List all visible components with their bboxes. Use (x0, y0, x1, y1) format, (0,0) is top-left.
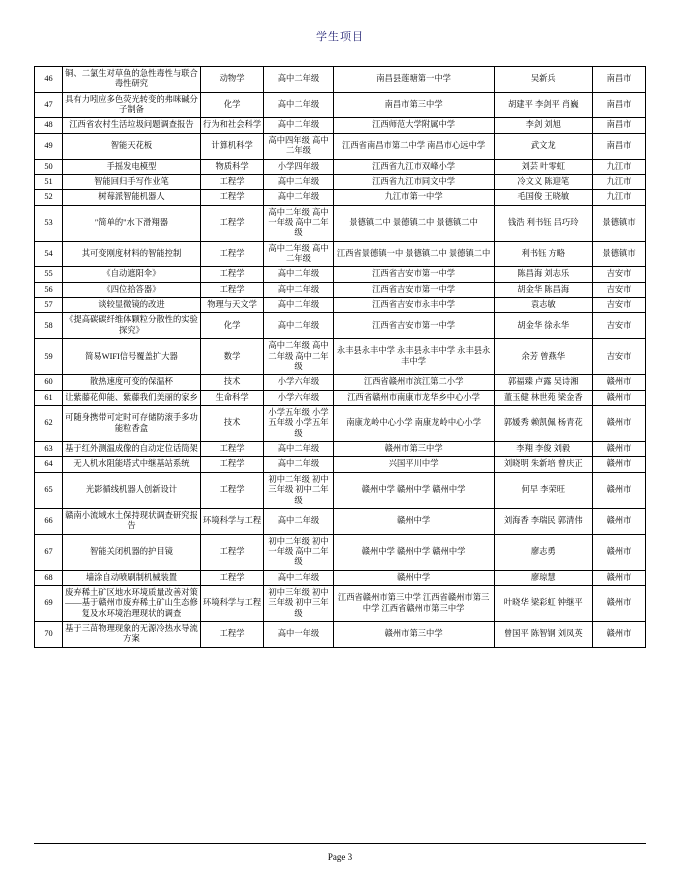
cell-number: 65 (35, 472, 63, 508)
cell-project-title: 赣南小流域水土保持现状调查研究报告 (63, 508, 201, 534)
cell-city: 景德镇市 (593, 205, 646, 241)
page-footer: Page 3 (327, 852, 353, 862)
cell-project-title: 智能关闭机器的护目镜 (63, 534, 201, 570)
cell-author: 李翔 李俊 刘毅 (494, 442, 593, 457)
table-row (35, 205, 646, 241)
cell-grade: 高中二年级 高中一年级 高中二年级 (264, 205, 334, 241)
cell-grade: 高中二年级 (264, 118, 334, 133)
table-row (35, 570, 646, 585)
cell-number: 50 (35, 159, 63, 174)
cell-city: 赣州市 (593, 405, 646, 441)
cell-project-title: 其可变刚度材料的智能控制 (63, 241, 201, 267)
cell-number: 59 (35, 339, 63, 375)
cell-grade: 小学四年级 (264, 159, 334, 174)
table-row (35, 174, 646, 189)
cell-number: 61 (35, 390, 63, 405)
cell-author: 何早 李荣旺 (494, 472, 593, 508)
cell-subject: 工程学 (200, 205, 263, 241)
cell-author: 刘芸 叶零虹 (494, 159, 593, 174)
cell-grade: 高中二年级 高中二年级 (264, 241, 334, 267)
cell-school: 赣州中学 赣州中学 赣州中学 (333, 534, 494, 570)
table-row (35, 267, 646, 282)
cell-number: 48 (35, 118, 63, 133)
table-row (35, 241, 646, 267)
table-row (35, 67, 646, 93)
cell-subject: 工程学 (200, 267, 263, 282)
cell-subject: 工程学 (200, 174, 263, 189)
cell-author: 吴新兵 (494, 67, 593, 93)
cell-city: 赣州市 (593, 534, 646, 570)
cell-city: 九江市 (593, 159, 646, 174)
cell-subject: 生命科学 (200, 390, 263, 405)
cell-number: 55 (35, 267, 63, 282)
page-title: 学生项目 (316, 31, 364, 43)
cell-grade: 高中二年级 (264, 267, 334, 282)
cell-grade: 高中二年级 (264, 190, 334, 205)
cell-number: 53 (35, 205, 63, 241)
cell-number: 60 (35, 375, 63, 390)
cell-city: 南昌市 (593, 118, 646, 133)
cell-project-title: 基于红外测温成像的自动定位话筒架 (63, 442, 201, 457)
footer-divider (34, 843, 646, 844)
cell-project-title: 无人机水阻能塔式中继基站系统 (63, 457, 201, 472)
cell-school: 南昌市第三中学 (333, 92, 494, 118)
cell-author: 董玉健 林世苑 梁金香 (494, 390, 593, 405)
cell-city: 赣州市 (593, 508, 646, 534)
table-row (35, 508, 646, 534)
cell-project-title: 树莓派智能机器人 (63, 190, 201, 205)
cell-author: 钱浩 利书钰 吕巧玲 (494, 205, 593, 241)
cell-grade: 高中二年级 (264, 508, 334, 534)
cell-author: 刘海香 李瑞民 郭清伟 (494, 508, 593, 534)
cell-number: 67 (35, 534, 63, 570)
cell-subject: 工程学 (200, 472, 263, 508)
cell-number: 56 (35, 282, 63, 297)
cell-city: 赣州市 (593, 570, 646, 585)
cell-grade: 高中二年级 (264, 570, 334, 585)
cell-city: 赣州市 (593, 375, 646, 390)
cell-project-title: 可随身携带可定时可存储防滚手多功能粒香盒 (63, 405, 201, 441)
cell-project-title: 光影循线机器人创新设计 (63, 472, 201, 508)
cell-project-title: 《自动遮阳伞》 (63, 267, 201, 282)
projects-table (34, 66, 646, 648)
table-row (35, 339, 646, 375)
cell-school: 赣州中学 (333, 508, 494, 534)
cell-subject: 物理与天文学 (200, 298, 263, 313)
cell-school: 江西师范大学附属中学 (333, 118, 494, 133)
cell-subject: 工程学 (200, 190, 263, 205)
cell-city: 南昌市 (593, 92, 646, 118)
cell-subject: 技术 (200, 405, 263, 441)
cell-subject: 计算机科学 (200, 133, 263, 159)
cell-author: 李剑 刘旭 (494, 118, 593, 133)
cell-grade: 初中三年级 初中三年级 初中三年级 (264, 586, 334, 622)
cell-grade: 高中二年级 (264, 298, 334, 313)
cell-city: 吉安市 (593, 298, 646, 313)
cell-school: 江西省九江市同文中学 (333, 174, 494, 189)
cell-author: 胡金华 徐永华 (494, 313, 593, 339)
cell-school: 南康龙岭中心小学 南康龙岭中心小学 (333, 405, 494, 441)
table-row (35, 159, 646, 174)
cell-project-title: 谈较显微镜的改进 (63, 298, 201, 313)
cell-number: 68 (35, 570, 63, 585)
cell-school: 九江市第一中学 (333, 190, 494, 205)
cell-subject: 化学 (200, 92, 263, 118)
cell-author: 叶晓华 梁彩虹 钟继平 (494, 586, 593, 622)
cell-subject: 技术 (200, 375, 263, 390)
cell-number: 47 (35, 92, 63, 118)
cell-school: 南昌县莲塘第一中学 (333, 67, 494, 93)
cell-subject: 数学 (200, 339, 263, 375)
table-row (35, 190, 646, 205)
cell-author: 冷文义 陈迎笔 (494, 174, 593, 189)
cell-project-title: 江西省农村生活垃圾问题调查报告 (63, 118, 201, 133)
cell-project-title: 简易WIFI信号覆盖扩大器 (63, 339, 201, 375)
cell-number: 52 (35, 190, 63, 205)
cell-school: 江西省吉安市第一中学 (333, 267, 494, 282)
cell-city: 吉安市 (593, 339, 646, 375)
cell-author: 胡金华 陈昌海 (494, 282, 593, 297)
cell-project-title: 具有力吲应多色荧光转变的弗咪碱分子制备 (63, 92, 201, 118)
cell-grade: 小学六年级 (264, 390, 334, 405)
cell-subject: 工程学 (200, 282, 263, 297)
cell-school: 赣州中学 赣州中学 赣州中学 (333, 472, 494, 508)
table-row (35, 133, 646, 159)
cell-number: 49 (35, 133, 63, 159)
cell-project-title: 废弃稀土矿区地水环境质量改善对策——基于赣州市废弃稀土矿山生态修复及水环境治理现状的调查 (63, 586, 201, 622)
cell-subject: 环境科学与工程 (200, 508, 263, 534)
cell-school: 江西省赣州市南康市龙华乡中心小学 (333, 390, 494, 405)
cell-author: 袁志敏 (494, 298, 593, 313)
cell-city: 九江市 (593, 190, 646, 205)
cell-author: 刘晓明 朱新培 曾庆正 (494, 457, 593, 472)
cell-author: 胡建平 李剑平 肖巍 (494, 92, 593, 118)
cell-number: 70 (35, 622, 63, 648)
table-row (35, 405, 646, 441)
cell-city: 赣州市 (593, 586, 646, 622)
table-row (35, 622, 646, 648)
cell-author: 利书钰 方略 (494, 241, 593, 267)
cell-author: 廖琼慧 (494, 570, 593, 585)
cell-grade: 高中二年级 (264, 313, 334, 339)
table-row (35, 282, 646, 297)
cell-author: 陈昌海 刘志乐 (494, 267, 593, 282)
cell-project-title: 基于三苗物理现象的无源冷热水导流方案 (63, 622, 201, 648)
cell-grade: 高中二年级 (264, 282, 334, 297)
cell-school: 江西省景德镇一中 景德镇二中 景德镇二中 (333, 241, 494, 267)
cell-grade: 高中二年级 (264, 174, 334, 189)
cell-grade: 高中二年级 高中二年级 高中二年级 (264, 339, 334, 375)
cell-school: 江西省吉安市第一中学 (333, 282, 494, 297)
cell-number: 63 (35, 442, 63, 457)
cell-city: 南昌市 (593, 67, 646, 93)
cell-number: 57 (35, 298, 63, 313)
cell-author: 余芳 曾燕华 (494, 339, 593, 375)
cell-project-title: 手摇发电模型 (63, 159, 201, 174)
cell-grade: 小学六年级 (264, 375, 334, 390)
cell-project-title: 智能天花板 (63, 133, 201, 159)
cell-grade: 高中二年级 (264, 67, 334, 93)
cell-city: 赣州市 (593, 472, 646, 508)
table-body (35, 67, 646, 648)
cell-grade: 高中四年级 高中二年级 (264, 133, 334, 159)
cell-number: 66 (35, 508, 63, 534)
cell-school: 江西省赣州市滨江第二小学 (333, 375, 494, 390)
cell-project-title: 墙涂自动喷刷制机械装置 (63, 570, 201, 585)
cell-grade: 高中二年级 (264, 457, 334, 472)
cell-grade: 小学五年级 小学五年级 小学五年级 (264, 405, 334, 441)
cell-subject: 环境科学与工程 (200, 586, 263, 622)
table-row (35, 298, 646, 313)
cell-school: 赣州市第三中学 (333, 442, 494, 457)
cell-project-title: "简单的"水下滑翔器 (63, 205, 201, 241)
cell-school: 赣州中学 (333, 570, 494, 585)
cell-subject: 物质科学 (200, 159, 263, 174)
cell-school: 永丰县永丰中学 永丰县永丰中学 永丰县永丰中学 (333, 339, 494, 375)
table-row (35, 586, 646, 622)
cell-subject: 行为和社会科学 (200, 118, 263, 133)
cell-subject: 化学 (200, 313, 263, 339)
table-row (35, 457, 646, 472)
cell-city: 赣州市 (593, 622, 646, 648)
cell-project-title: 《四位拾答器》 (63, 282, 201, 297)
table-row (35, 92, 646, 118)
cell-school: 江西省吉安市永丰中学 (333, 298, 494, 313)
cell-project-title: 智能回归手写作业笔 (63, 174, 201, 189)
cell-city: 赣州市 (593, 390, 646, 405)
cell-city: 吉安市 (593, 313, 646, 339)
cell-author: 郭媛秀 赖凯佩 杨青花 (494, 405, 593, 441)
cell-city: 九江市 (593, 174, 646, 189)
cell-subject: 工程学 (200, 442, 263, 457)
cell-grade: 高中一年级 (264, 622, 334, 648)
cell-school: 江西省吉安市第一中学 (333, 313, 494, 339)
cell-number: 46 (35, 67, 63, 93)
cell-subject: 动物学 (200, 67, 263, 93)
cell-school: 江西省赣州市第三中学 江西省赣州市第三中学 江西省赣州市第三中学 (333, 586, 494, 622)
cell-grade: 初中二年级 初中三年级 初中二年级 (264, 472, 334, 508)
cell-author: 武文龙 (494, 133, 593, 159)
cell-project-title: 散热速度可变的保温杯 (63, 375, 201, 390)
cell-city: 赣州市 (593, 457, 646, 472)
cell-city: 景德镇市 (593, 241, 646, 267)
cell-city: 吉安市 (593, 267, 646, 282)
cell-city: 吉安市 (593, 282, 646, 297)
cell-subject: 工程学 (200, 534, 263, 570)
cell-number: 54 (35, 241, 63, 267)
table-row (35, 534, 646, 570)
cell-number: 69 (35, 586, 63, 622)
cell-author: 毛国俊 王晓敏 (494, 190, 593, 205)
cell-city: 赣州市 (593, 442, 646, 457)
cell-author: 廖志勇 (494, 534, 593, 570)
cell-number: 58 (35, 313, 63, 339)
cell-subject: 工程学 (200, 241, 263, 267)
cell-school: 江西省九江市双峰小学 (333, 159, 494, 174)
table-row (35, 375, 646, 390)
cell-number: 62 (35, 405, 63, 441)
cell-grade: 高中二年级 (264, 92, 334, 118)
cell-grade: 初中二年级 初中一年级 高中二年级 (264, 534, 334, 570)
table-row (35, 472, 646, 508)
cell-subject: 工程学 (200, 570, 263, 585)
cell-grade: 高中二年级 (264, 442, 334, 457)
cell-city: 南昌市 (593, 133, 646, 159)
cell-number: 64 (35, 457, 63, 472)
cell-project-title: 让紫藤花仰能、紫藤我们美丽的家乡 (63, 390, 201, 405)
cell-number: 51 (35, 174, 63, 189)
cell-author: 曾国平 陈智钢 刘凤英 (494, 622, 593, 648)
cell-project-title: 《提高碳碳纤维体颗粒分散性的实验探究》 (63, 313, 201, 339)
cell-author: 郭福臻 卢露 吴诗湘 (494, 375, 593, 390)
table-row (35, 442, 646, 457)
cell-school: 江西省南昌市第二中学 南昌市心远中学 (333, 133, 494, 159)
cell-school: 赣州市第三中学 (333, 622, 494, 648)
table-row (35, 390, 646, 405)
cell-school: 景德镇二中 景德镇二中 景德镇二中 (333, 205, 494, 241)
cell-school: 兴国平川中学 (333, 457, 494, 472)
cell-project-title: 铜、二氯生对草鱼的急性毒性与联合毒性研究 (63, 67, 201, 93)
cell-subject: 工程学 (200, 457, 263, 472)
cell-subject: 工程学 (200, 622, 263, 648)
table-row (35, 313, 646, 339)
table-row (35, 118, 646, 133)
